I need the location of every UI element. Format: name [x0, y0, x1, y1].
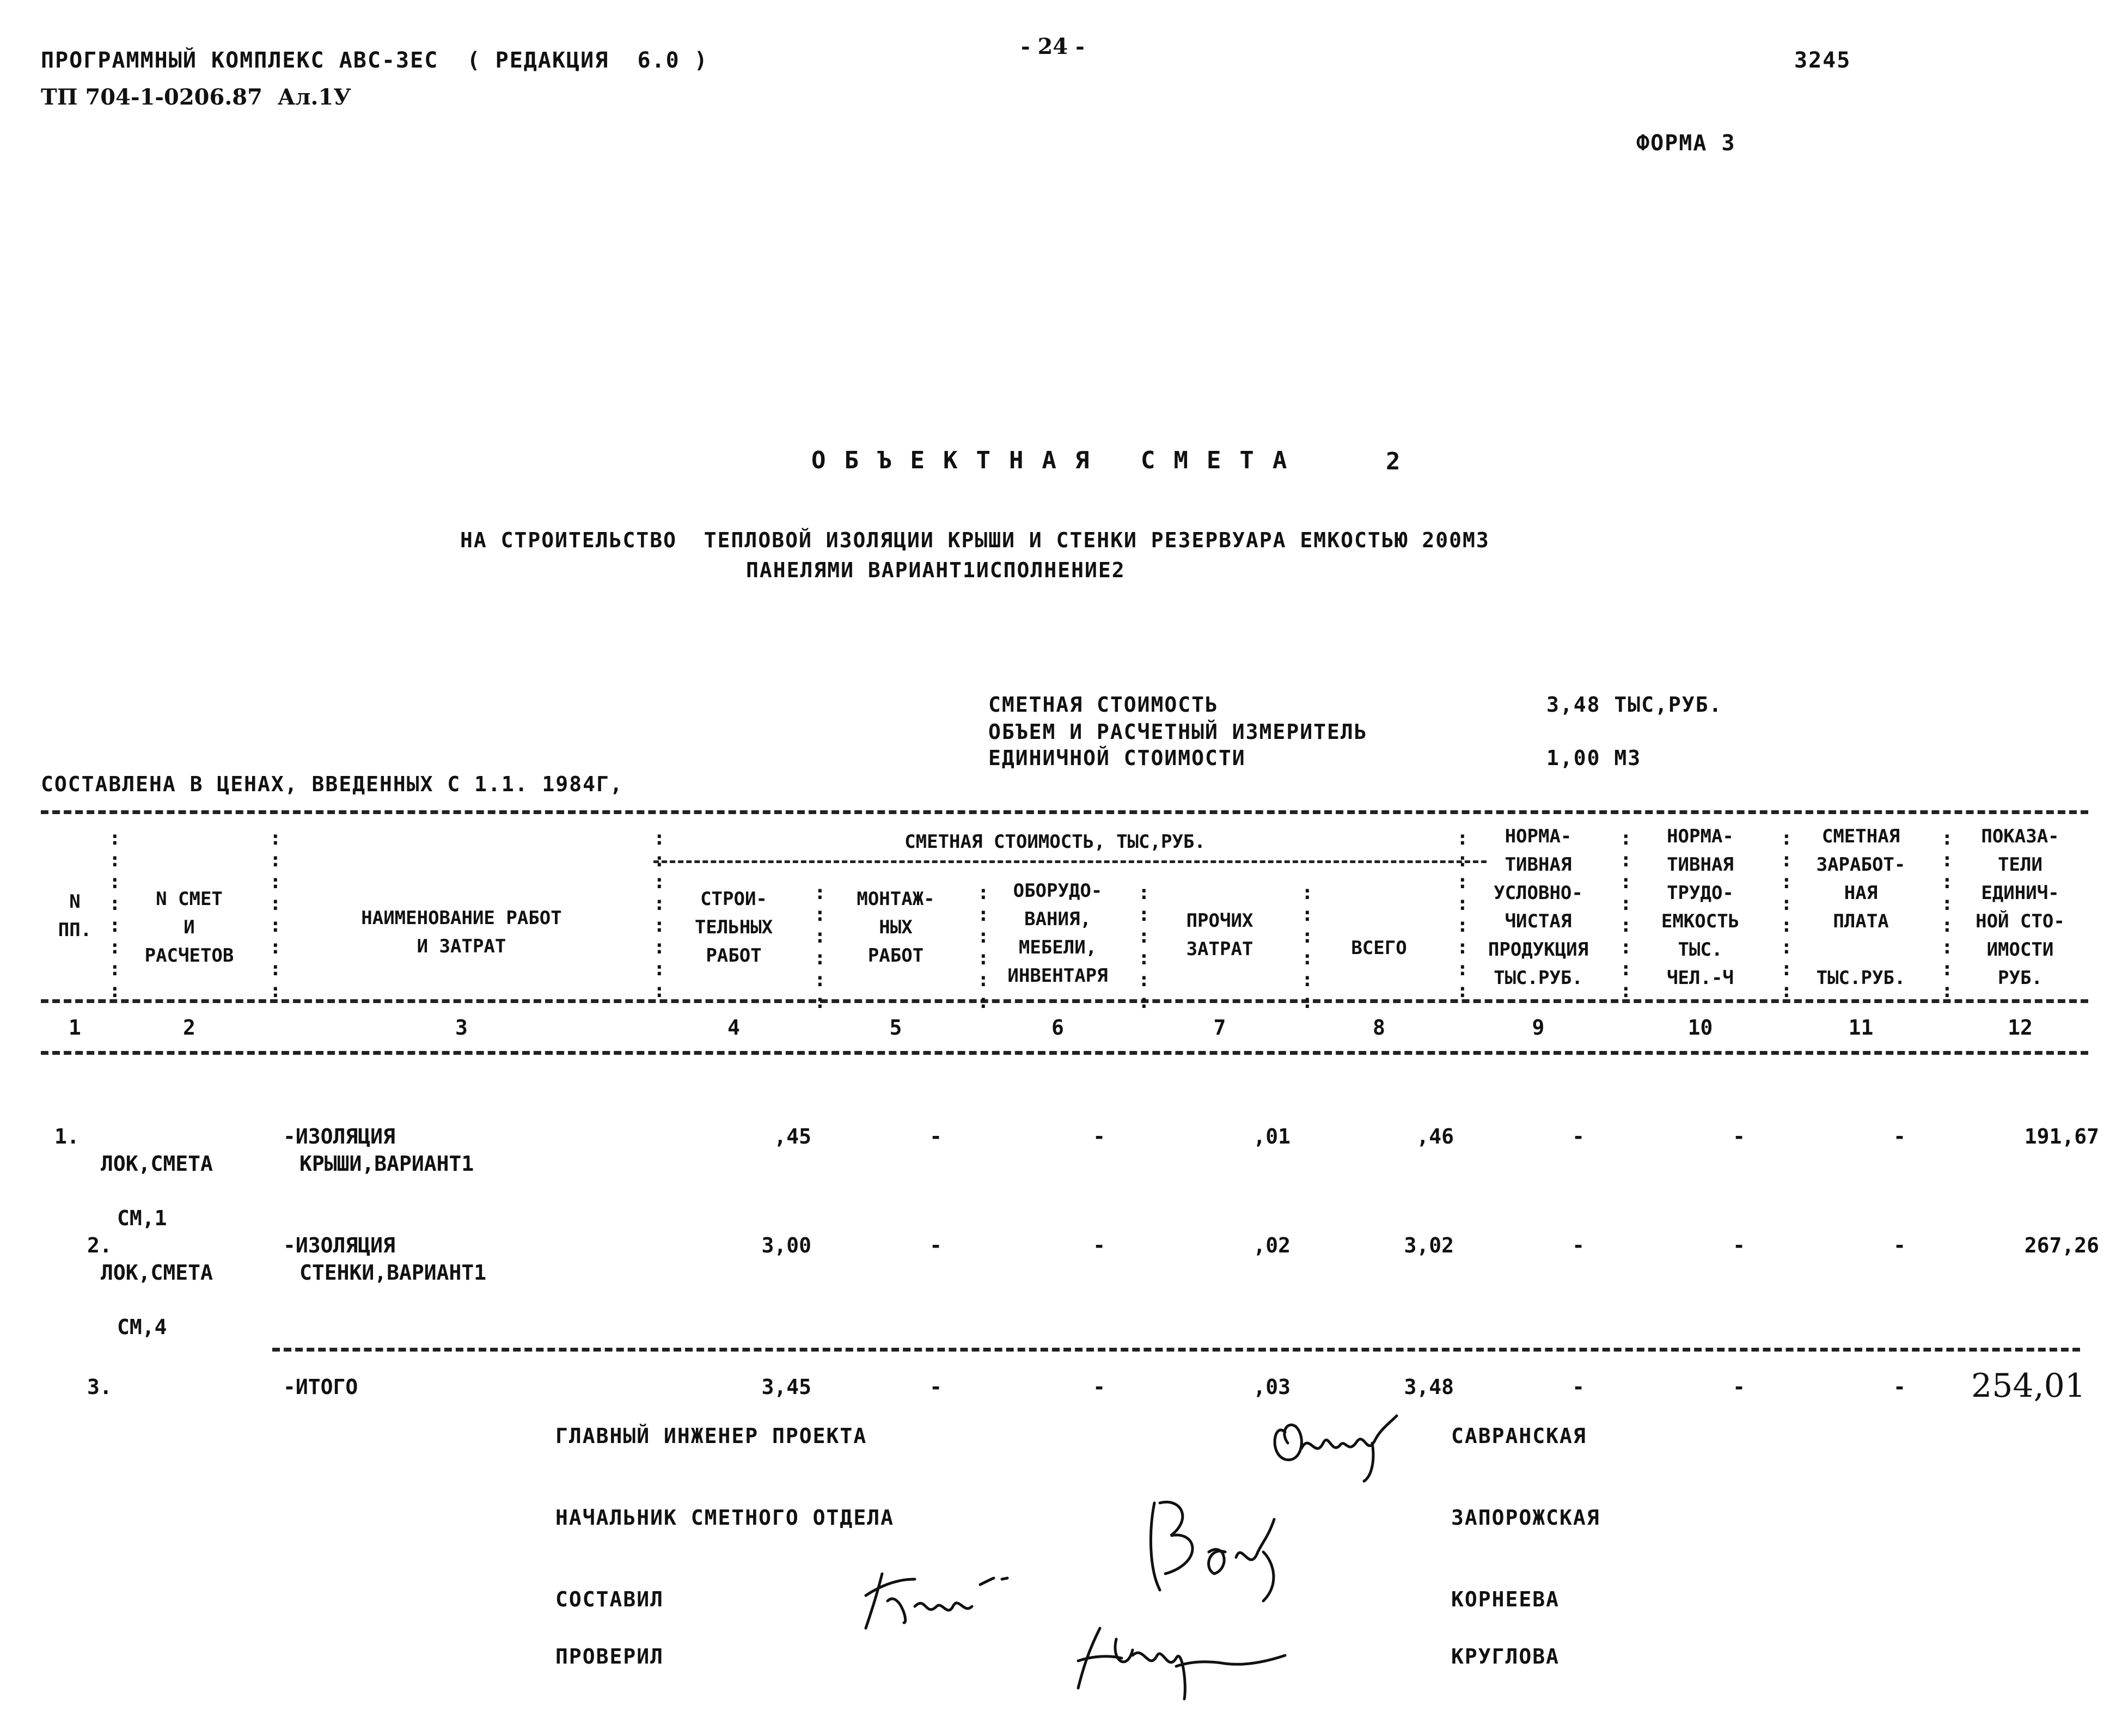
signature-role: ГЛАВНЫЙ ИНЖЕНЕР ПРОЕКТА	[555, 1424, 867, 1448]
cell-net-output: -	[1572, 1233, 1585, 1257]
signature-name: САВРАНСКАЯ	[1451, 1424, 1587, 1448]
cell-net-output: -	[1572, 1124, 1585, 1148]
signature-role: ПРОВЕРИЛ	[555, 1645, 664, 1668]
handwritten-signature-compiler	[855, 1563, 1035, 1639]
table-top-rule	[41, 810, 2088, 814]
col-header-3: НАИМЕНОВАНИЕ РАБОТ И ЗАТРАТ	[361, 907, 562, 957]
document-title: ОБЪЕКТНАЯ СМЕТА	[811, 447, 1306, 474]
doc-code: 3245	[1794, 48, 1851, 73]
total-unit-cost: 254,01	[1971, 1367, 2086, 1405]
total-label: -ИТОГО	[283, 1375, 358, 1399]
total-construction: 3,45	[761, 1375, 811, 1399]
total-labor: -	[1733, 1375, 1745, 1399]
program-name: ПРОГРАММНЫЙ КОМПЛЕКС АВС-3ЕС ( РЕДАКЦИЯ 6.0 )	[41, 48, 708, 73]
col-header-9: НОРМА- ТИВНАЯ УСЛОВНО- ЧИСТАЯ ПРОДУКЦИЯ ТЫС.РУБ.	[1488, 826, 1589, 989]
cell-construction: ,45	[774, 1124, 811, 1148]
column-numbers-rule	[41, 1051, 2088, 1055]
col-number: 6	[1051, 1016, 1064, 1040]
col-header-4: СТРОИ- ТЕЛЬНЫХ РАБОТ	[694, 888, 773, 967]
cell-wages: -	[1893, 1124, 1906, 1148]
title-line-2: ПАНЕЛЯМИ ВАРИАНТ1ИСПОЛНЕНИЕ2	[746, 558, 1126, 582]
signature-name: КРУГЛОВА	[1451, 1645, 1560, 1668]
project-code: ТП 704-1-0206.87 Ал.1У	[41, 84, 351, 110]
signature-name: КОРНЕЕВА	[1451, 1587, 1560, 1611]
unit-label-1: ОБЪЕМ И РАСЧЕТНЫЙ ИЗМЕРИТЕЛЬ	[988, 720, 1368, 744]
cell-unit-cost: 191,67	[2024, 1124, 2099, 1148]
col-number: 3	[455, 1016, 468, 1040]
col-header-2: N СМЕТ И РАСЧЕТОВ	[144, 888, 234, 967]
col-number: 8	[1373, 1016, 1385, 1040]
cell-equipment: -	[1093, 1233, 1105, 1257]
unit-label-2: ЕДИНИЧНОЙ СТОИМОСТИ	[988, 746, 1246, 770]
total-wages: -	[1893, 1375, 1906, 1399]
cell-labor: -	[1733, 1124, 1745, 1148]
total-rule	[272, 1348, 2080, 1352]
cell-equipment: -	[1093, 1124, 1105, 1148]
cell-other: ,02	[1253, 1233, 1291, 1257]
total-equipment: -	[1093, 1375, 1105, 1399]
col-number: 4	[727, 1016, 740, 1040]
signature-name: ЗАПОРОЖСКАЯ	[1451, 1506, 1600, 1530]
prices-note: СОСТАВЛЕНА В ЦЕНАХ, ВВЕДЕННЫХ С 1.1. 1984Г,	[41, 772, 623, 796]
cost-value: 3,48 ТЫС,РУБ.	[1546, 693, 1723, 717]
group-header: СМЕТНАЯ СТОИМОСТЬ, ТЫС,РУБ.	[904, 831, 1206, 853]
row-number: 1.	[54, 1124, 80, 1148]
col-number: 11	[1848, 1016, 1874, 1040]
col-header-1: N ПП.	[58, 891, 92, 941]
col-header-10: НОРМА- ТИВНАЯ ТРУДО- ЕМКОСТЬ ТЫС. ЧЕЛ.-Ч	[1661, 826, 1740, 989]
unit-value: 1,00 М3	[1546, 746, 1642, 770]
col-number: 2	[183, 1016, 195, 1040]
total-all: 3,48	[1404, 1375, 1454, 1399]
row-name: -ИЗОЛЯЦИЯ	[283, 1124, 395, 1148]
total-other: ,03	[1253, 1375, 1291, 1399]
row-name-detail: КРЫШИ,ВАРИАНТ1	[299, 1152, 474, 1176]
row-ref: ЛОК,СМЕТА	[101, 1152, 213, 1176]
col-number: 1	[69, 1016, 81, 1040]
row-ref-sheet: СМ,4	[117, 1315, 167, 1339]
cell-installation: -	[929, 1124, 942, 1148]
col-number: 5	[889, 1016, 902, 1040]
handwritten-signature-head-of-department	[1133, 1487, 1307, 1612]
signature-role: СОСТАВИЛ	[555, 1587, 664, 1611]
col-header-8: ВСЕГО	[1351, 937, 1407, 959]
row-number: 2.	[87, 1233, 112, 1257]
col-header-11: СМЕТНАЯ ЗАРАБОТ- НАЯ ПЛАТА ТЫС.РУБ.	[1816, 826, 1906, 989]
handwritten-signature-checker	[1067, 1617, 1296, 1704]
row-ref: ЛОК,СМЕТА	[101, 1261, 213, 1285]
document-number: 2	[1386, 448, 1402, 475]
cell-wages: -	[1893, 1233, 1906, 1257]
signature-role: НАЧАЛЬНИК СМЕТНОГО ОТДЕЛА	[555, 1506, 894, 1530]
cell-total: 3,02	[1404, 1233, 1454, 1257]
cost-label: СМЕТНАЯ СТОИМОСТЬ	[988, 693, 1219, 717]
total-installation: -	[929, 1375, 942, 1399]
handwritten-signature-chief-engineer	[1263, 1399, 1405, 1487]
col-number: 7	[1213, 1016, 1226, 1040]
row-name: -ИЗОЛЯЦИЯ	[283, 1233, 395, 1257]
cell-other: ,01	[1253, 1124, 1291, 1148]
col-header-6: ОБОРУДО- ВАНИЯ, МЕБЕЛИ, ИНВЕНТАРЯ	[1007, 880, 1108, 987]
cell-total: ,46	[1416, 1124, 1454, 1148]
row-ref-sheet: СМ,1	[117, 1206, 167, 1230]
col-number: 9	[1532, 1016, 1545, 1040]
page-number: - 24 -	[1021, 34, 1085, 59]
cell-construction: 3,00	[761, 1233, 811, 1257]
row-name-detail: СТЕНКИ,ВАРИАНТ1	[299, 1261, 487, 1285]
title-line-1: НА СТРОИТЕЛЬСТВО ТЕПЛОВОЙ ИЗОЛЯЦИИ КРЫШИ И СТЕНКИ РЕЗЕРВУАРА ЕМКОСТЬЮ 200М3	[460, 528, 1490, 552]
form-label: ФОРМА 3	[1636, 131, 1736, 156]
col-header-7: ПРОЧИХ ЗАТРАТ	[1186, 910, 1253, 960]
cell-unit-cost: 267,26	[2024, 1233, 2099, 1257]
col-number: 10	[1687, 1016, 1713, 1040]
cell-labor: -	[1733, 1233, 1745, 1257]
group-header-rule	[653, 860, 1487, 863]
total-number: 3.	[87, 1375, 112, 1399]
col-number: 12	[2008, 1016, 2033, 1040]
col-header-12: ПОКАЗА- ТЕЛИ ЕДИНИЧ- НОЙ СТО- ИМОСТИ РУБ.	[1976, 826, 2065, 989]
col-header-5: МОНТАЖ- НЫХ РАБОТ	[857, 888, 935, 967]
cell-installation: -	[929, 1233, 942, 1257]
total-net-output: -	[1572, 1375, 1585, 1399]
